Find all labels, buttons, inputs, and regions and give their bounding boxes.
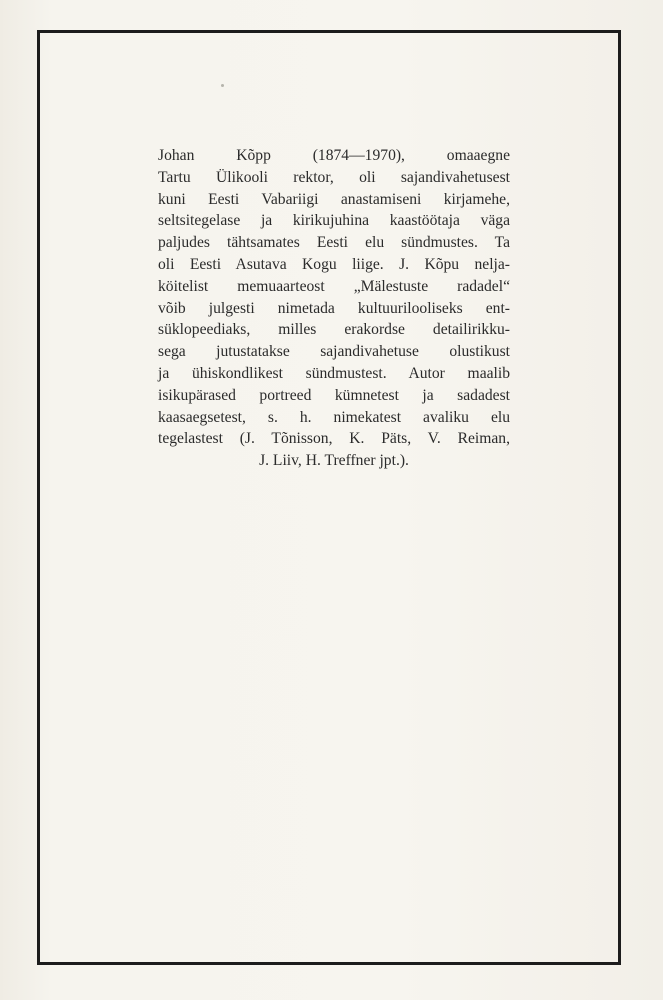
blurb-line: ja ühiskondlikest sündmustest. Autor maalib [158, 364, 510, 382]
blurb-line: paljudes tähtsamates Eesti elu sündmustes. Ta [158, 234, 510, 252]
blurb-line: süklopeediaks, milles erakordse detailirikku- [158, 321, 510, 339]
blurb-line: sega jutustatakse sajandivahetuse olustikust [158, 343, 510, 361]
blurb-line: isikupärased portreed kümnetest ja sadadest [158, 386, 510, 404]
blurb-line: seltsitegelase ja kirikujuhina kaastöötaja väga [158, 212, 510, 230]
blurb-line: Tartu Ülikooli rektor, oli sajandivahetusest [158, 168, 510, 186]
blurb-line: oli Eesti Asutava Kogu liige. J. Kõpu nelja- [158, 255, 510, 273]
author-blurb [158, 145, 510, 472]
blurb-line: kaasaegsetest, s. h. nimekatest avaliku elu [158, 408, 510, 426]
blurb-line: Johan Kõpp (1874—1970), omaaegne [158, 147, 510, 164]
blurb-line: võib julgesti nimetada kultuurilooliseks ent- [158, 299, 510, 317]
blurb-line-last: J. Liiv, H. Treffner jpt.). [259, 452, 409, 470]
blurb-line: tegelastest (J. Tõnisson, K. Päts, V. Reiman, [158, 430, 510, 448]
blurb-line: köitelist memuaarteost „Mälestuste radadel“ [158, 277, 510, 295]
blurb-line: kuni Eesti Vabariigi anastamiseni kirjamehe, [158, 190, 510, 208]
